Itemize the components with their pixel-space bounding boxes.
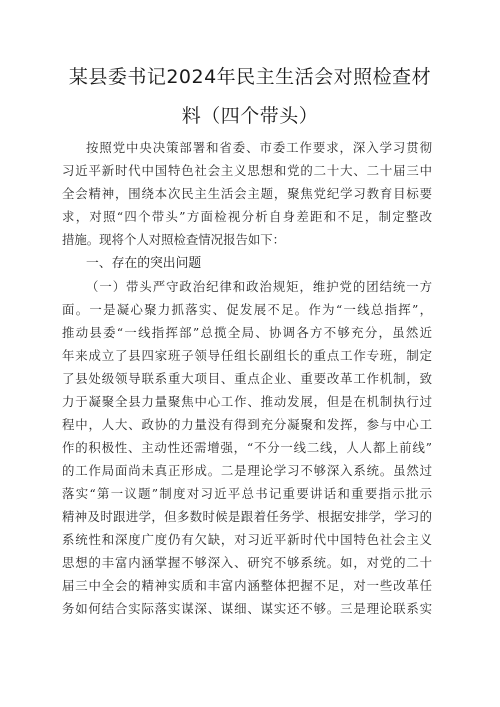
body-line: 面。一是凝心聚力抓落实、促发展不足。作为“一线总指挥”，	[62, 302, 432, 317]
body-line: 思想的丰富内涵掌握不够深入、研究不够系统。如，对党的二十	[62, 555, 432, 570]
document-title-line-1: 某县委书记2024年民主生活会对照检查材	[68, 66, 432, 88]
body-line: 精神及时跟进学，但多数时候是跟着任务学、根据安排学，学习的	[62, 509, 432, 524]
body-line: 了县处级领导联系重大项目、重点企业、重要改革工作机制，致	[62, 371, 432, 386]
intro-line: 习近平新时代中国特色社会主义思想和党的二十大、二十届三中	[62, 163, 432, 178]
intro-line: 全会精神，围绕本次民主生活会主题，聚焦党纪学习教育目标要	[62, 186, 432, 201]
body-line: 力于凝聚全县力量聚焦中心工作、推动发展，但是在机制执行过	[62, 394, 432, 409]
body-line: 届三中全会的精神实质和丰富内涵整体把握不足，对一些改革任	[62, 578, 432, 593]
document-title-line-2: 料（四个带头）	[181, 105, 319, 127]
body-line: 系统性和深度广度仍有欠缺，对习近平新时代中国特色社会主义	[62, 532, 432, 547]
body-line: 作的积极性、主动性还需增强，“不分一线二线，人人都上前线”	[62, 440, 432, 455]
intro-line: 按照党中央决策部署和省委、市委工作要求，深入学习贯彻	[86, 140, 432, 155]
body-line: 的工作局面尚未真正形成。二是理论学习不够深入系统。虽然过	[62, 463, 432, 478]
body-line: 推动县委“一线指挥部”总揽全局、协调各方不够充分，虽然近	[62, 325, 432, 340]
body-line: 落实“第一议题”制度对习近平总书记重要讲话和重要指示批示	[62, 486, 432, 501]
body-line: 年来成立了县四家班子领导任组长副组长的重点工作专班，制定	[62, 348, 432, 363]
body-line: 程中，人大、政协的力量没有得到充分凝聚和发挥，参与中心工	[62, 417, 432, 432]
section-heading: 一、存在的突出问题	[86, 256, 202, 271]
body-line: （一）带头严守政治纪律和政治规矩，维护党的团结统一方	[86, 279, 432, 294]
intro-line: 求，对照“四个带头”方面检视分析自身差距和不足，制定整改	[62, 209, 432, 224]
body-line: 务如何结合实际落实谋深、谋细、谋实还不够。三是理论联系实	[62, 601, 432, 616]
intro-line: 措施。现将个人对照检查情况报告如下：	[62, 232, 286, 247]
